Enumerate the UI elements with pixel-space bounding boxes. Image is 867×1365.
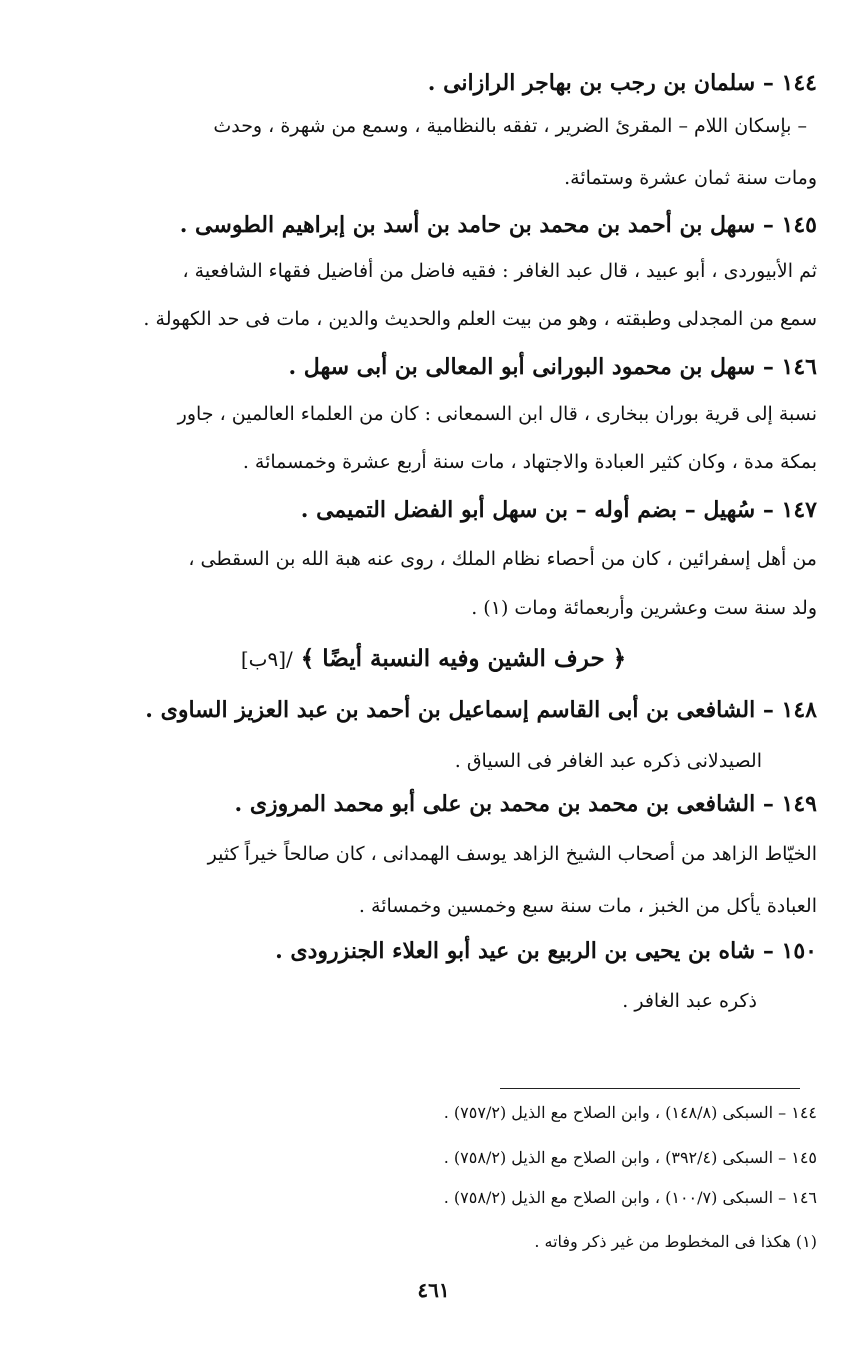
entry-145-line-2: سمع من المجدلى وطبقته ، وهو من بيت العلم والحديث والدين ، مات فى حد الكهولة . <box>143 308 817 330</box>
entry-145-title: ١٤٥ – سهل بن أحمد بن محمد بن حامد بن أسد بن إبراهيم الطوسى . <box>179 212 817 238</box>
entry-148-title: ١٤٨ – الشافعى بن أبى القاسم إسماعيل بن أحمد بن عبد العزيز الساوى . <box>145 697 817 723</box>
entry-147-line-2: ولد سنة ست وعشرين وأربعمائة ومات (١) . <box>471 597 817 619</box>
page-number: ٤٦١ <box>417 1278 450 1302</box>
entry-149-title: ١٤٩ – الشافعى بن محمد بن محمد بن على أبو محمد المروزى . <box>234 791 817 817</box>
entry-147-title: ١٤٧ – سُهيل – بضم أوله – بن سهل أبو الفضل التميمى . <box>300 497 817 523</box>
footnote-divider <box>500 1088 800 1089</box>
entry-148-line-1: الصيدلانى ذكره عبد الغافر فى السياق . <box>454 750 762 772</box>
section-header <box>0 645 867 672</box>
entry-146-title: ١٤٦ – سهل بن محمود البورانى أبو المعالى بن أبى سهل . <box>288 354 817 380</box>
manuscript-reference: /[٩ب] <box>240 647 293 671</box>
entry-149-line-1: الخيّاط الزاهد من أصحاب الشيخ الزاهد يوسف الهمدانى ، كان صالحاً خيراً كثير <box>207 843 817 865</box>
entry-150-title: ١٥٠ – شاه بن يحيى بن الربيع بن عيد أبو العلاء الجنزرودى . <box>275 938 817 964</box>
footnote-144: ١٤٤ – السبكى (١٤٨/٨) ، وابن الصلاح مع الذيل (٧٥٧/٢) . <box>443 1103 817 1122</box>
footnote-1: (١) هكذا فى المخطوط من غير ذكر وفاته . <box>534 1232 817 1251</box>
entry-150-line-1: ذكره عبد الغافر . <box>622 990 757 1012</box>
footnote-145: ١٤٥ – السبكى (٣٩٢/٤) ، وابن الصلاح مع الذيل (٧٥٨/٢) . <box>443 1148 817 1167</box>
section-header-title: ﴿ حرف الشين وفيه النسبة أيضًا ﴾ <box>300 645 627 672</box>
entry-144-line-2: ومات سنة ثمان عشرة وستمائة. <box>564 167 817 189</box>
entry-149-line-2: العبادة يأكل من الخبز ، مات سنة سبع وخمسين وخمسائة . <box>358 895 817 917</box>
entry-146-line-1: نسبة إلى قرية بوران ببخارى ، قال ابن السمعانى : كان من العلماء العالمين ، جاور <box>177 403 817 425</box>
entry-145-line-1: ثم الأبيوردى ، أبو عبيد ، قال عبد الغافر : فقيه فاضل من أفاضيل فقهاء الشافعية ، <box>182 260 817 282</box>
entry-147-line-1: من أهل إسفرائين ، كان من أحصاء نظام الملك ، روى عنه هبة الله بن السقطى ، <box>188 548 817 570</box>
entry-146-line-2: بمكة مدة ، وكان كثير العبادة والاجتهاد ، مات سنة أربع عشرة وخمسمائة . <box>242 451 817 473</box>
footnote-146: ١٤٦ – السبكى (١٠٠/٧) ، وابن الصلاح مع الذيل (٧٥٨/٢) . <box>443 1188 817 1207</box>
entry-144-title: ١٤٤ – سلمان بن رجب بن بهاجر الرازانى . <box>427 70 817 96</box>
entry-144-line-1: – بإسكان اللام – المقرئ الضرير ، تفقه بالنظامية ، وسمع من شهرة ، وحدث <box>213 115 807 137</box>
